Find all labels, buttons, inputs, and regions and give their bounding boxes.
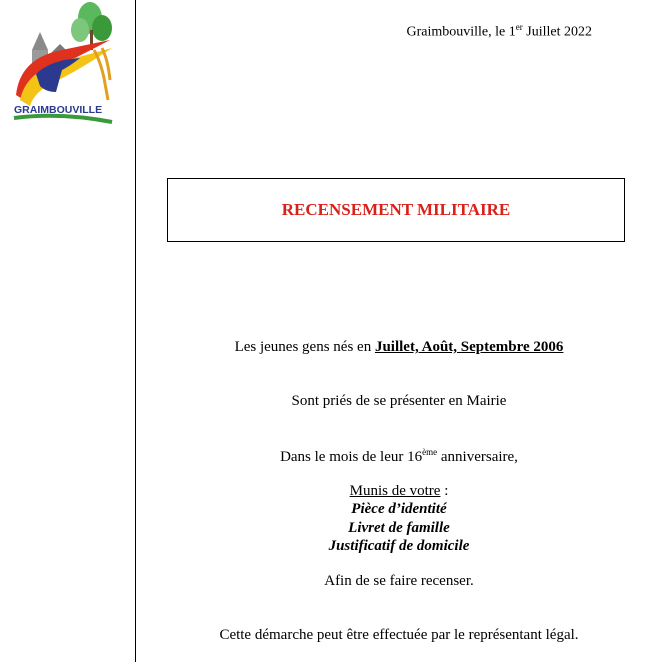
document-title: RECENSEMENT MILITAIRE xyxy=(281,200,511,219)
demarche-line: Cette démarche peut être effectuée par le représentant légal. xyxy=(219,627,579,643)
afin-line: Afin de se faire recenser. xyxy=(324,573,474,589)
graimbouville-logo xyxy=(10,0,116,130)
present-line: Sont priés de se présenter en Mairie xyxy=(291,393,507,409)
munis-line xyxy=(136,483,662,500)
date-sup: er xyxy=(515,22,523,32)
doc-item: Livret de famille xyxy=(348,520,450,536)
logo-text: GRAIMBOUVILLE xyxy=(14,104,103,116)
anniversary-prefix: Dans le mois de leur 16 xyxy=(280,449,423,465)
date-line xyxy=(407,22,593,41)
anniversary-sup: ème xyxy=(422,447,438,457)
date-rest: Juillet 2022 xyxy=(522,24,592,40)
munis-colon: : xyxy=(440,483,449,499)
munis-label: Munis de votre xyxy=(349,483,441,499)
birth-months-line xyxy=(136,339,662,356)
doc-item: Pièce d’identité xyxy=(351,501,447,517)
title-box xyxy=(167,178,625,242)
doc-item: Justificatif de domicile xyxy=(328,538,470,554)
date-place: Graimbouville, le 1 xyxy=(406,24,516,40)
birth-months: Juillet, Août, Septembre 2006 xyxy=(374,339,564,355)
anniversary-suffix: anniversaire, xyxy=(437,449,518,465)
anniversary-line xyxy=(136,447,662,466)
birth-prefix: Les jeunes gens nés en xyxy=(234,339,375,355)
logo-emblem xyxy=(10,0,116,130)
margin-rule xyxy=(135,0,136,662)
